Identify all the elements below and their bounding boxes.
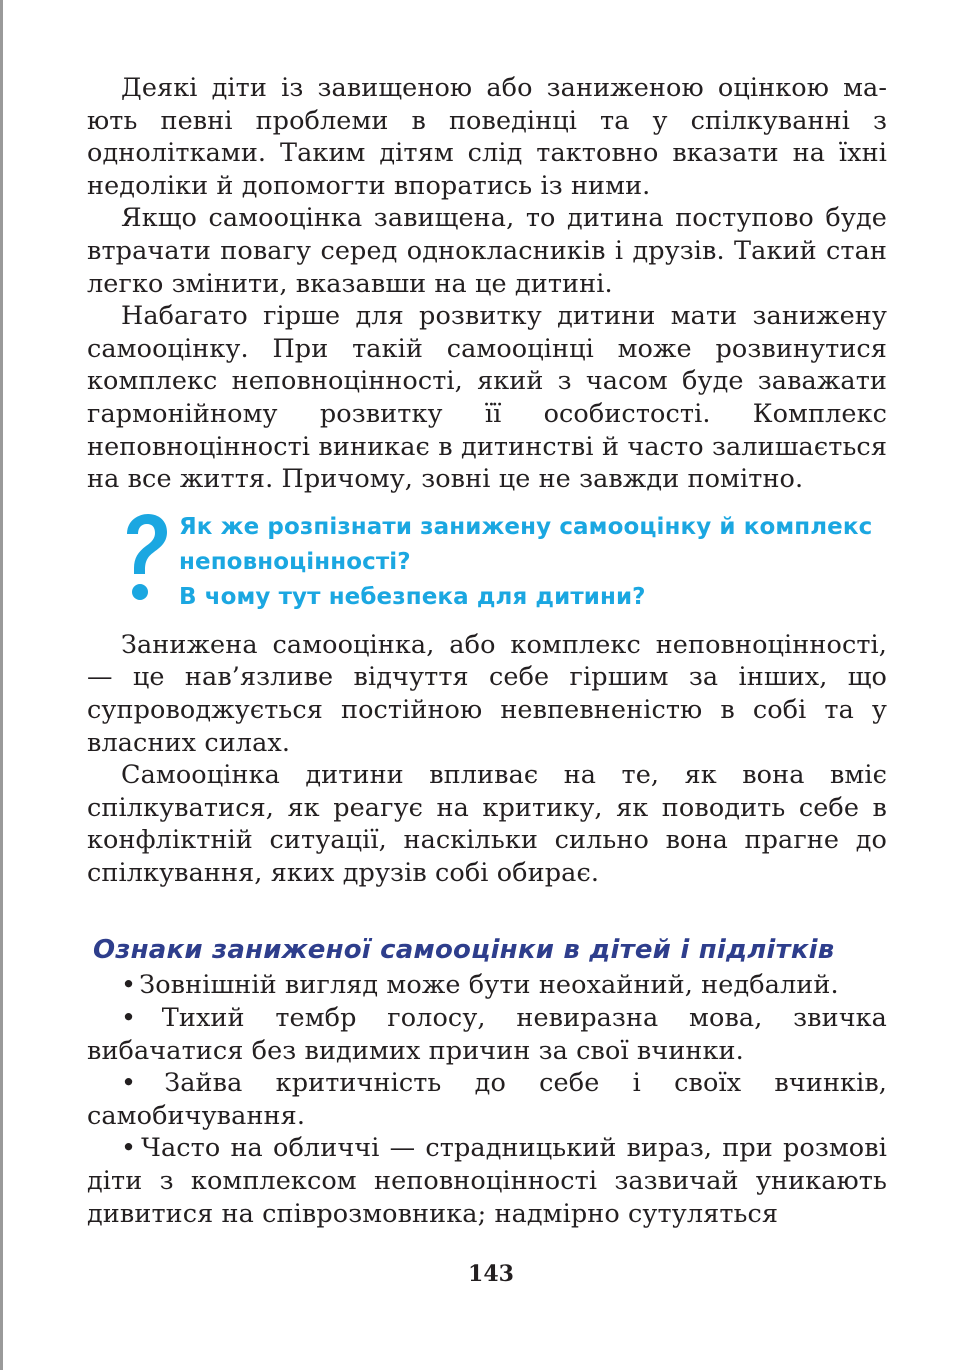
bullet-text: Тихий тембр голосу, невиразна мова, звичка вибачатися без видимих причин за свої вчинки. [87, 1003, 887, 1066]
question-line: неповноцінності? [179, 548, 411, 575]
bullet-item [87, 1132, 887, 1230]
paragraph: Деякі діти із завищеною або заниженою оцінкою мають певні проблеми в поведінці та у спілкуванні з однолітками. Таким дітям слід тактовно вказати на їхні недоліки й допомогти впоратись із ними. [87, 73, 887, 201]
question-mark-icon [121, 512, 171, 612]
paragraph: Набагато гірше для розвитку дитини мати занижену самооцінку. При такій самооцінці може розвинутися комплекс неповноцінності, який з часом буде заважати гармонійному розвитку її особистості. Комплекс неповноцінності виникає в дитинстві й часто залишається на все життя. Причому, зовні це не завжди помітно. [87, 301, 887, 495]
bullet-item [87, 1002, 887, 1067]
question-callout [87, 510, 887, 615]
section-heading: Ознаки заниженої самооцінки в дітей і підлітків [93, 935, 835, 966]
bullet-dot: • [121, 1003, 137, 1034]
bullet-item [87, 969, 887, 1002]
bullet-text: Часто на обличчі — страдницький вираз, при розмові діти з комплексом неповноцінності зазвичай уникають дивитися на співрозмовника; надмірно сутуляться [87, 1133, 887, 1229]
paragraph: Самооцінка дитини впливає на те, як вона вміє спілкуватися, як реагує на критику, як поводить себе в конфліктній ситуації, наскільки сильно вона прагне до спілкування, яких друзів собі обирає. [87, 760, 887, 888]
question-line: В чому тут небезпека для дитини? [179, 583, 646, 610]
page-number: 143 [468, 1261, 514, 1287]
bullet-dot: • [121, 1068, 137, 1099]
page-content [87, 72, 887, 1230]
bullet-dot: • [121, 970, 137, 1001]
bullet-text: Зайва критичність до себе і своїх вчинків, самобичування. [87, 1068, 887, 1131]
bullet-dot: • [121, 1133, 137, 1164]
bullet-text: Зовнішній вигляд може бути неохайний, недбалий. [139, 970, 839, 1001]
question-line: Як же розпізнати занижену самооцінку й комплекс [179, 513, 873, 540]
paragraph: Якщо самооцінка завищена, то дитина поступово буде втрачати повагу серед однокласників і друзів. Такий стан легко змінити, вказавши на це дитині. [87, 203, 887, 299]
paragraph: Занижена самооцінка, або комплекс неповноцінності, — це нав’язливе відчуття себе гіршим за інших, що супроводжується постійною невпевненістю в собі та у власних силах. [87, 629, 887, 758]
bullet-item [87, 1067, 887, 1132]
